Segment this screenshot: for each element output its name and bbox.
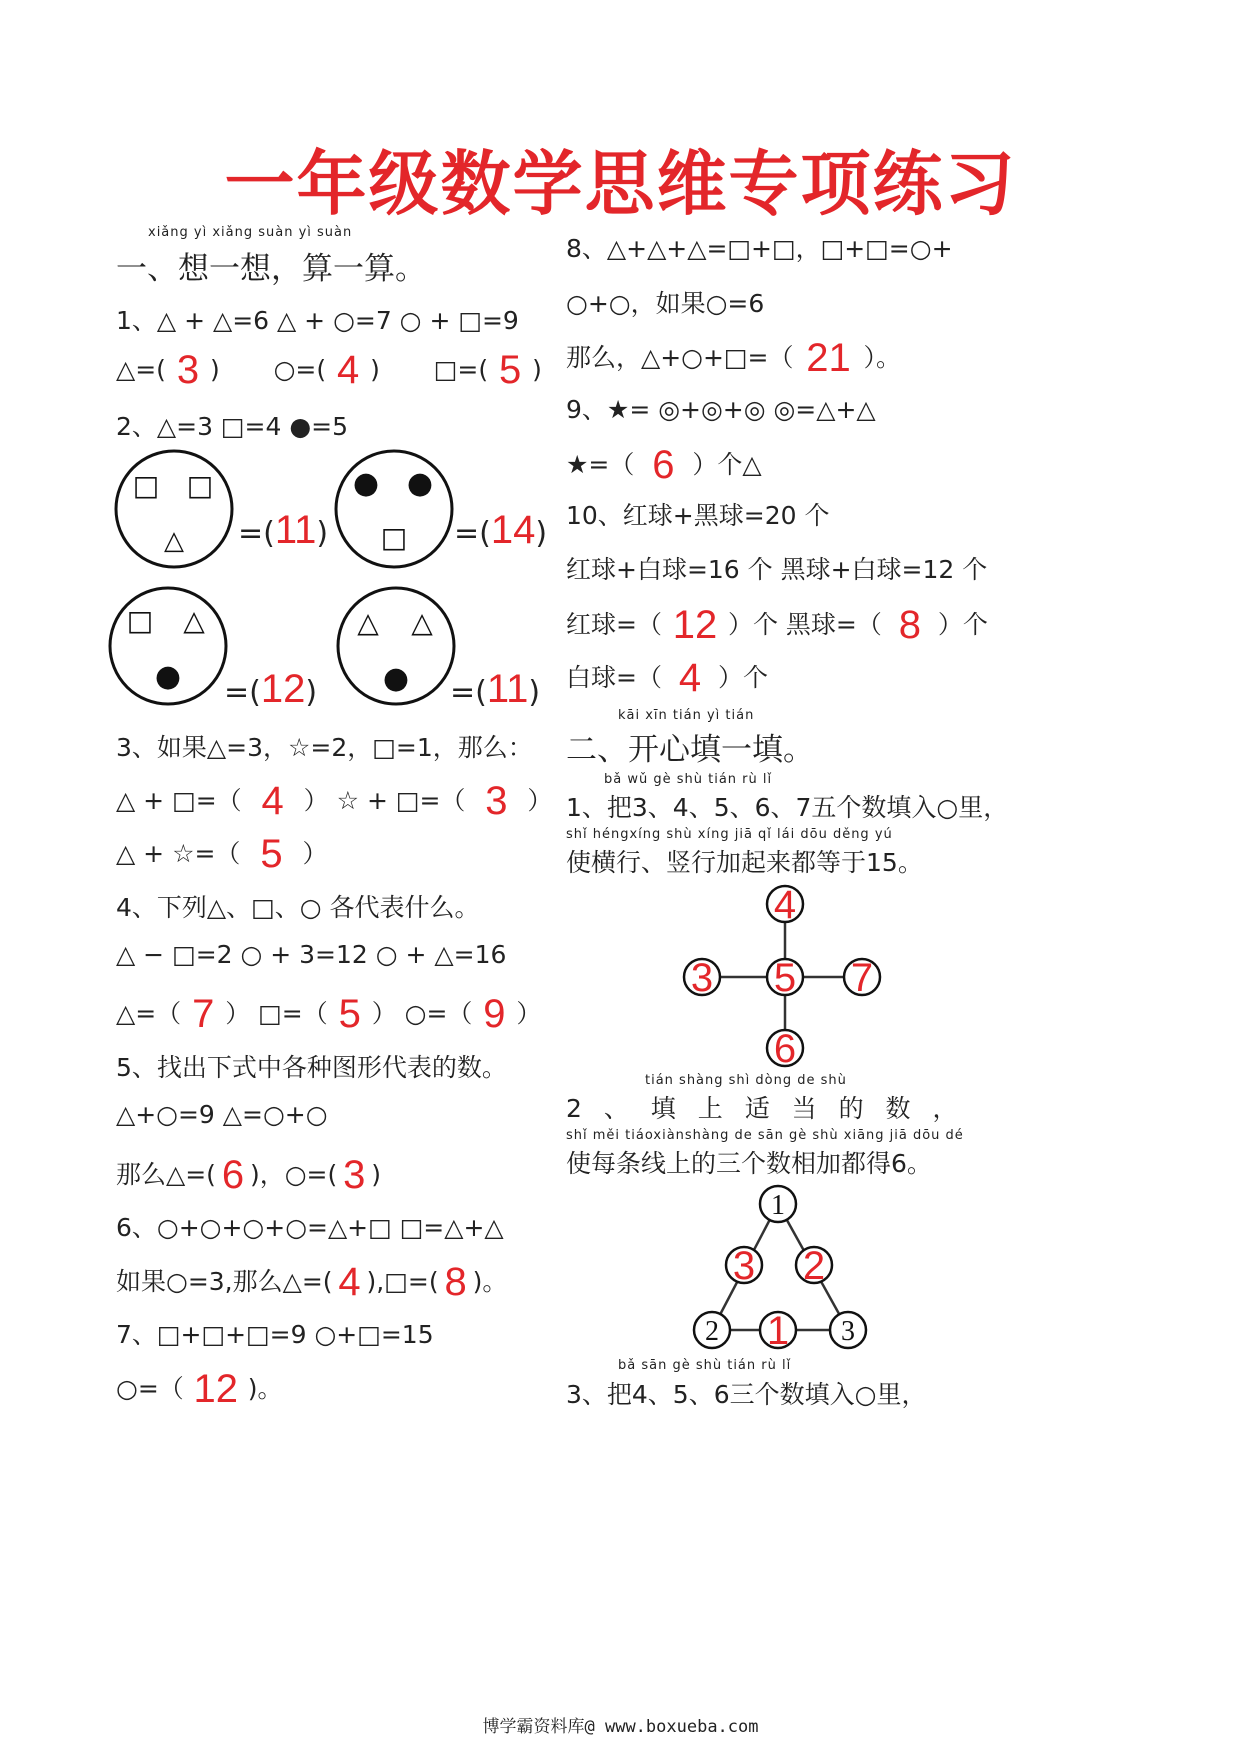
face-symbol: ● (406, 466, 434, 501)
answer-value: 3 (485, 779, 508, 823)
face-answer: =(14) (454, 508, 548, 552)
face-symbol: △ (411, 606, 433, 639)
face-symbol: △ (164, 526, 184, 556)
section2-heading: 二、开心填一填。 (566, 732, 814, 768)
face-answer: =(12) (224, 667, 318, 711)
cross-diagram (678, 880, 888, 1070)
cross-center-value: 5 (773, 956, 797, 1000)
q5-question: 5、找出下式中各种图形代表的数。 (116, 1053, 507, 1082)
answer-value: 5 (338, 992, 361, 1036)
section1-pinyin: xiǎng yì xiǎng suàn yì suàn (148, 225, 353, 240)
answer-value: 11 (274, 508, 317, 552)
q9-line1: 9、★= ◎+◎+◎ ◎=△+△ (566, 395, 876, 424)
s2q3-line1: 3、把4、5、6三个数填入○里， (566, 1380, 927, 1409)
q7-question: 7、□+□+□=9 ○+□=15 (116, 1320, 434, 1349)
face-diagram (112, 447, 236, 571)
answer-value: 6 (221, 1153, 245, 1197)
triangle-top-value: 1 (771, 1190, 785, 1221)
section1-heading: 一、想一想，算一算。 (116, 251, 426, 287)
footer-watermark: 博学霸资料库@ www.boxueba.com (482, 1717, 759, 1737)
triangle-bottom-mid-value: 1 (766, 1309, 790, 1353)
answer-value: 7 (192, 992, 215, 1036)
triangle-bottom-right-value: 3 (841, 1316, 855, 1347)
q1-answers-line: △=( 3 ) ○=( 4 ) □=( 5 ) (116, 348, 542, 392)
q8-line2: ○+○，如果○=6 (566, 289, 765, 318)
face-symbol: □ (380, 521, 408, 554)
cross-right-value: 7 (850, 956, 874, 1000)
answer-value: 5 (260, 832, 283, 876)
face-symbol: ● (352, 466, 380, 501)
face-answer: =(11) (238, 508, 329, 552)
cross-top-value: 4 (773, 883, 797, 927)
q7-answers: ○=（ 12 )。 (116, 1367, 283, 1411)
q10-line2: 红球+白球=16 个 黑球+白球=12 个 (566, 555, 988, 584)
face-symbol: ● (154, 659, 182, 694)
face-symbol: □ (132, 469, 160, 502)
face-symbol: ● (382, 661, 410, 696)
s2q2-line1: 2 、 填 上 适 当 的 数 ， (566, 1094, 958, 1123)
face-symbol: △ (357, 606, 379, 639)
answer-value: 3 (343, 1153, 366, 1197)
answer-value: 12 (260, 667, 306, 711)
answer-value: 4 (338, 1260, 361, 1304)
face-symbol: △ (183, 604, 205, 637)
q9-answer-line: ★=（ 6 ）个△ (566, 443, 762, 487)
q4-equations: △ − □=2 ○ + 3=12 ○ + △=16 (116, 940, 507, 969)
face-diagram (106, 584, 230, 708)
face-diagram (332, 447, 456, 571)
answer-value: 5 (499, 348, 522, 392)
s2q2-line2: 使每条线上的三个数相加都得6。 (566, 1149, 932, 1178)
q6-question: 6、○+○+○+○=△+□ □=△+△ (116, 1213, 504, 1242)
answer-value: 21 (806, 336, 851, 380)
answer-value: 12 (193, 1367, 239, 1411)
answer-value: 9 (483, 992, 506, 1036)
answer-value: 6 (652, 443, 675, 487)
q3-question: 3、如果△=3，☆=2，□=1，那么： (116, 733, 533, 762)
q10-line4: 白球=（ 4 ）个 (566, 656, 768, 700)
triangle-left-mid-value: 3 (732, 1244, 756, 1288)
q2-header: 2、△=3 □=4 ●=5 (116, 412, 349, 441)
section2-pinyin: kāi xīn tián yì tián (618, 708, 755, 723)
s2q1-pinyin: shǐ héngxíng shù xíng jiā qǐ lái dōu děng yú (566, 827, 893, 842)
face-symbol: □ (126, 604, 154, 637)
q5-equations: △+○=9 △=○+○ (116, 1100, 328, 1129)
face-diagram (334, 584, 458, 708)
q4-answers: △=（ 7 ） □=（ 5 ） ○=（ 9 ） (116, 992, 542, 1036)
s2q2-pinyin: tián shàng shì dòng de shù (645, 1073, 847, 1088)
answer-value: 4 (678, 656, 702, 700)
answer-value: 4 (261, 779, 284, 823)
face-answer: =(11) (450, 667, 541, 711)
q8-line1: 8、△+△+△=□+□，□+□=○+ (566, 234, 953, 263)
answer-value: 14 (490, 508, 536, 552)
q10-line3: 红球=（ 12 ）个 黑球=（ 8 ）个 (566, 603, 988, 647)
q8-answer-line: 那么，△+○+□=（ 21 ）。 (566, 336, 902, 380)
cross-left-value: 3 (690, 956, 714, 1000)
page-title: 一年级数学思维专项练习 (224, 143, 1017, 225)
answer-value: 8 (898, 603, 921, 647)
face-symbol: □ (186, 469, 214, 502)
answer-value: 8 (444, 1260, 467, 1304)
q3-line3: △ + ☆=（ 5 ） (116, 832, 328, 876)
q1-equations: 1、△ + △=6 △ + ○=7 ○ + □=9 (116, 306, 519, 335)
s2q1-line1: 1、把3、4、5、6、7五个数填入○里， (566, 793, 1009, 822)
q10-line1: 10、红球+黑球=20 个 (566, 501, 830, 530)
triangle-bottom-left-value: 2 (705, 1316, 719, 1347)
cross-bottom-value: 6 (773, 1027, 797, 1070)
s2q1-pinyin: bǎ wǔ gè shù tián rù lǐ (604, 772, 773, 787)
answer-value: 3 (176, 348, 200, 392)
q3-line2: △ + □=（ 4 ） ☆ + □=（ 3 ） (116, 779, 553, 823)
answer-value: 11 (486, 667, 529, 711)
s2q1-line2: 使横行、竖行加起来都等于15。 (566, 848, 923, 877)
answer-value: 12 (672, 603, 718, 647)
q4-question: 4、下列△、□、○ 各代表什么。 (116, 893, 480, 922)
q5-answers: 那么△=( 6 )，○=( 3 ) (116, 1153, 381, 1197)
s2q2-pinyin: shǐ měi tiáoxiànshàng de sān gè shù xiāng jiā dōu dé (566, 1128, 964, 1143)
triangle-diagram (686, 1178, 876, 1358)
triangle-right-mid-value: 2 (802, 1244, 826, 1288)
q6-answers: 如果○=3,那么△=( 4 ),□=( 8 )。 (116, 1260, 508, 1304)
answer-value: 4 (337, 348, 360, 392)
s2q3-pinyin: bǎ sān gè shù tián rù lǐ (618, 1358, 792, 1373)
